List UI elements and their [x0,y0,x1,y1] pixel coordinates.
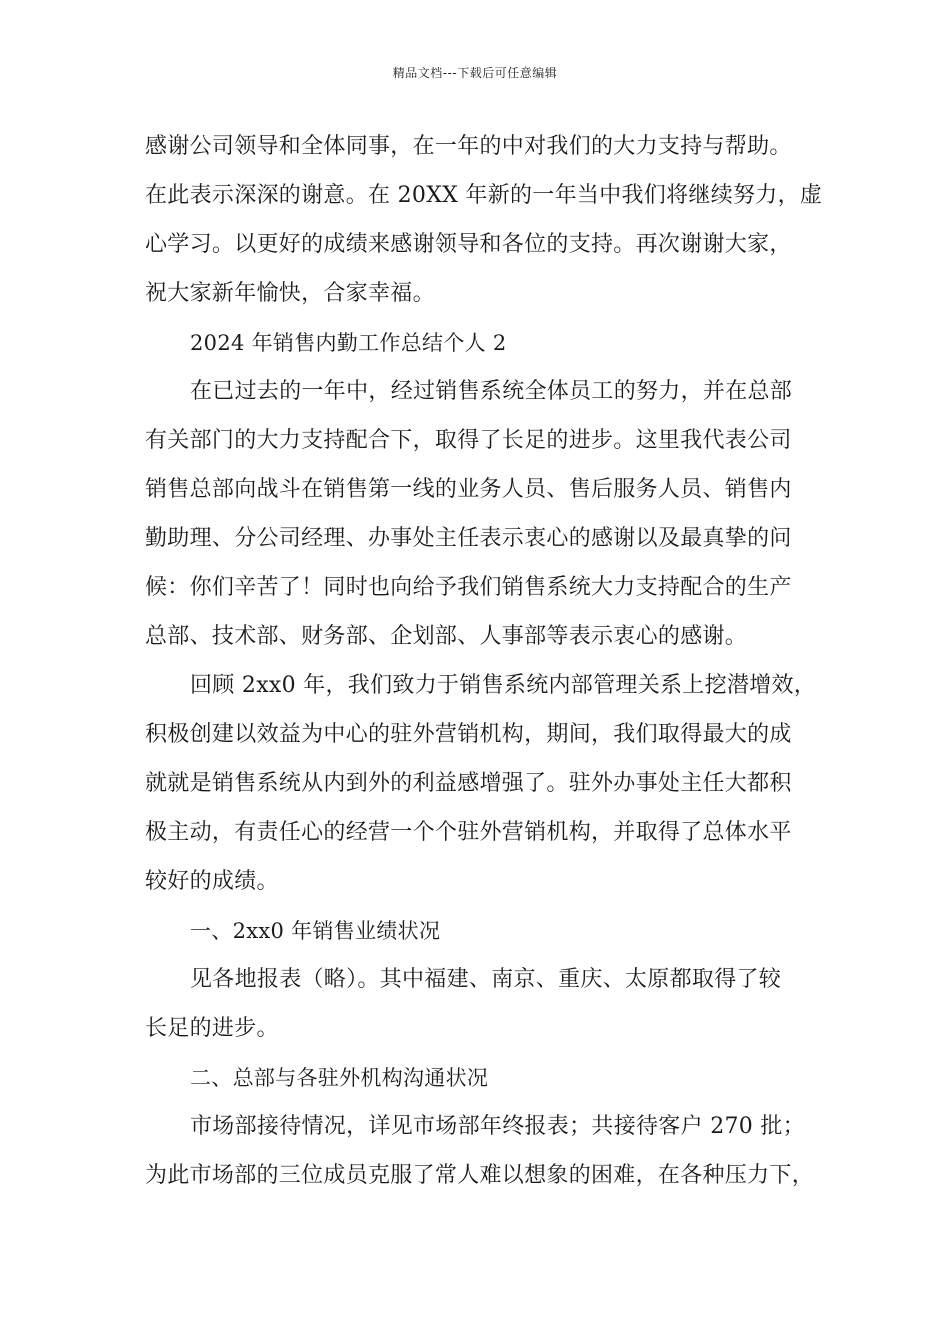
text-line: 总部、技术部、财务部、企划部、人事部等表示衷心的感谢。 [145,624,748,649]
text-line: 候：你们辛苦了！同时也向给予我们销售系统大力支持配合的生产 [145,575,792,600]
text-line: 有关部门的大力支持配合下，取得了长足的进步。这里我代表公司 [145,428,792,453]
section-heading: 二、总部与各驻外机构沟通状况 [190,1066,489,1090]
paragraph-first-line: 市场部接待情况，详见市场部年终报表；共接待客户 270 批； [190,1114,805,1139]
document-body [145,128,823,1206]
text-line: 心学习。以更好的成绩来感谢领导和各位的支持。再次谢谢大家， [145,232,792,257]
text-line: 积极创建以效益为中心的驻外营销机构，期间，我们取得最大的成 [145,722,792,747]
section-heading: 一、2xx0 年销售业绩状况 [190,919,441,943]
page-header: 精品文档---下载后可任意编辑 [392,66,558,80]
text-line: 销售总部向战斗在销售第一线的业务人员、售后服务人员、销售内 [145,477,792,502]
paragraph-first-line: 在已过去的一年中，经过销售系统全体员工的努力，并在总部 [190,379,793,404]
text-line: 感谢公司领导和全体同事，在一年的中对我们的大力支持与帮助。 [145,134,792,159]
text-line: 长足的进步。 [145,1016,279,1041]
text-line: 祝大家新年愉快，合家幸福。 [145,281,435,306]
text-line: 较好的成绩。 [145,869,279,894]
text-line: 为此市场部的三位成员克服了常人难以想象的困难，在各种压力下， [145,1163,815,1188]
text-line: 在此表示深深的谢意。在 20XX 年新的一年当中我们将继续努力，虚 [145,183,823,208]
section-title: 2024 年销售内勤工作总结个人 2 [190,331,507,355]
paragraph-first-line: 见各地报表（略）。其中福建、南京、重庆、太原都取得了较 [190,967,782,992]
text-line: 极主动，有责任心的经营一个个驻外营销机构，并取得了总体水平 [145,820,792,845]
text-line: 就就是销售系统从内到外的利益感增强了。驻外办事处主任大都积 [145,771,792,796]
paragraph-first-line: 回顾 2xx0 年，我们致力于销售系统内部管理关系上挖潜增效， [190,673,817,698]
text-line: 勤助理、分公司经理、办事处主任表示衷心的感谢以及最真挚的问 [145,526,792,551]
